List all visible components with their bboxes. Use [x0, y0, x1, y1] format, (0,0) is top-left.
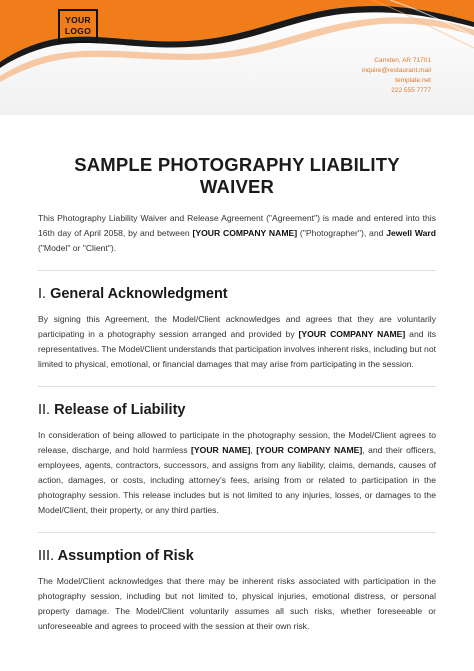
- section-numeral: III.: [38, 548, 55, 564]
- logo-line-2: LOGO: [64, 26, 92, 36]
- section-title: General Acknowledgment: [50, 286, 228, 302]
- section-text: In consideration of being allowed to participate in the photography session, the Model/Client agrees to release, discharge, and hold harmless: [38, 430, 436, 455]
- section-heading-general-acknowledgment: [38, 285, 436, 303]
- intro-text-2: ("Photographer"), and: [297, 228, 387, 238]
- company-logo: [58, 9, 98, 43]
- section-text: , and their officers, employees, agents, contractors, successors, and assigns from any liability, claims, demands, causes of action, damages, or costs, including attorney's fees, arising from or related to participation in the photography session. This release includes but is not limited to any injuries, losses, or damages to the Model/Client, their property, or any third parties.: [38, 445, 437, 515]
- section-divider: [38, 270, 436, 271]
- document-title: SAMPLE PHOTOGRAPHY LIABILITY WAIVER: [74, 154, 400, 197]
- document-body: [38, 154, 436, 634]
- contact-email: inquire@restaurant.mail: [361, 67, 431, 74]
- contact-phone: 222 555 7777: [391, 87, 431, 94]
- section-company-name: [YOUR COMPANY NAME]: [256, 445, 363, 455]
- section-heading-release-of-liability: [38, 401, 436, 419]
- header-banner: [0, 0, 474, 115]
- section-your-name: [YOUR NAME]: [191, 445, 251, 455]
- intro-text-1: This Photography Liability Waiver and Release Agreement ("Agreement") is made and entered into this 16th day of April 2058, by and between: [38, 213, 436, 238]
- section-divider: [38, 532, 436, 533]
- section-body-general-acknowledgment: [38, 312, 436, 372]
- intro-company-name: [YOUR COMPANY NAME]: [192, 228, 298, 238]
- section-body-assumption-of-risk: The Model/Client acknowledges that there may be inherent risks associated with participation in the photography session, including but not limited to, physical injuries, emotional distress, or personal property damage. The Model/Client voluntarily assumes all such risks, whether foreseeable or unforeseeable and agrees to proceed with the session at their own risk.: [38, 576, 436, 631]
- section-company-name: [YOUR COMPANY NAME]: [298, 329, 406, 339]
- intro-paragraph: [38, 211, 436, 256]
- section-title: Assumption of Risk: [57, 548, 194, 564]
- logo-line-1: YOUR: [65, 15, 91, 25]
- section-numeral: I.: [38, 286, 47, 302]
- intro-text-3: ("Model" or "Client").: [38, 243, 117, 253]
- section-text: and its representatives. The Model/Client understands that participation involves inherent risks, including but not limited to physical, emotional, or financial damages that may arise from participating in the session.: [38, 329, 436, 369]
- section-separator: ,: [250, 445, 257, 455]
- section-heading-assumption-of-risk: [38, 547, 436, 565]
- section-title: Release of Liability: [54, 402, 186, 418]
- intro-model-name: Jewell Ward: [386, 228, 437, 238]
- section-body-release-of-liability: [38, 428, 436, 518]
- section-text: By signing this Agreement, the Model/Client acknowledges and agrees that they are voluntarily participating in a photography session arranged and provided by: [38, 314, 436, 339]
- section-divider: [38, 386, 436, 387]
- contact-website: template.net: [395, 77, 431, 84]
- contact-block: [362, 56, 431, 96]
- section-numeral: II.: [38, 402, 51, 418]
- contact-address: Camden, AR 71701: [374, 57, 431, 64]
